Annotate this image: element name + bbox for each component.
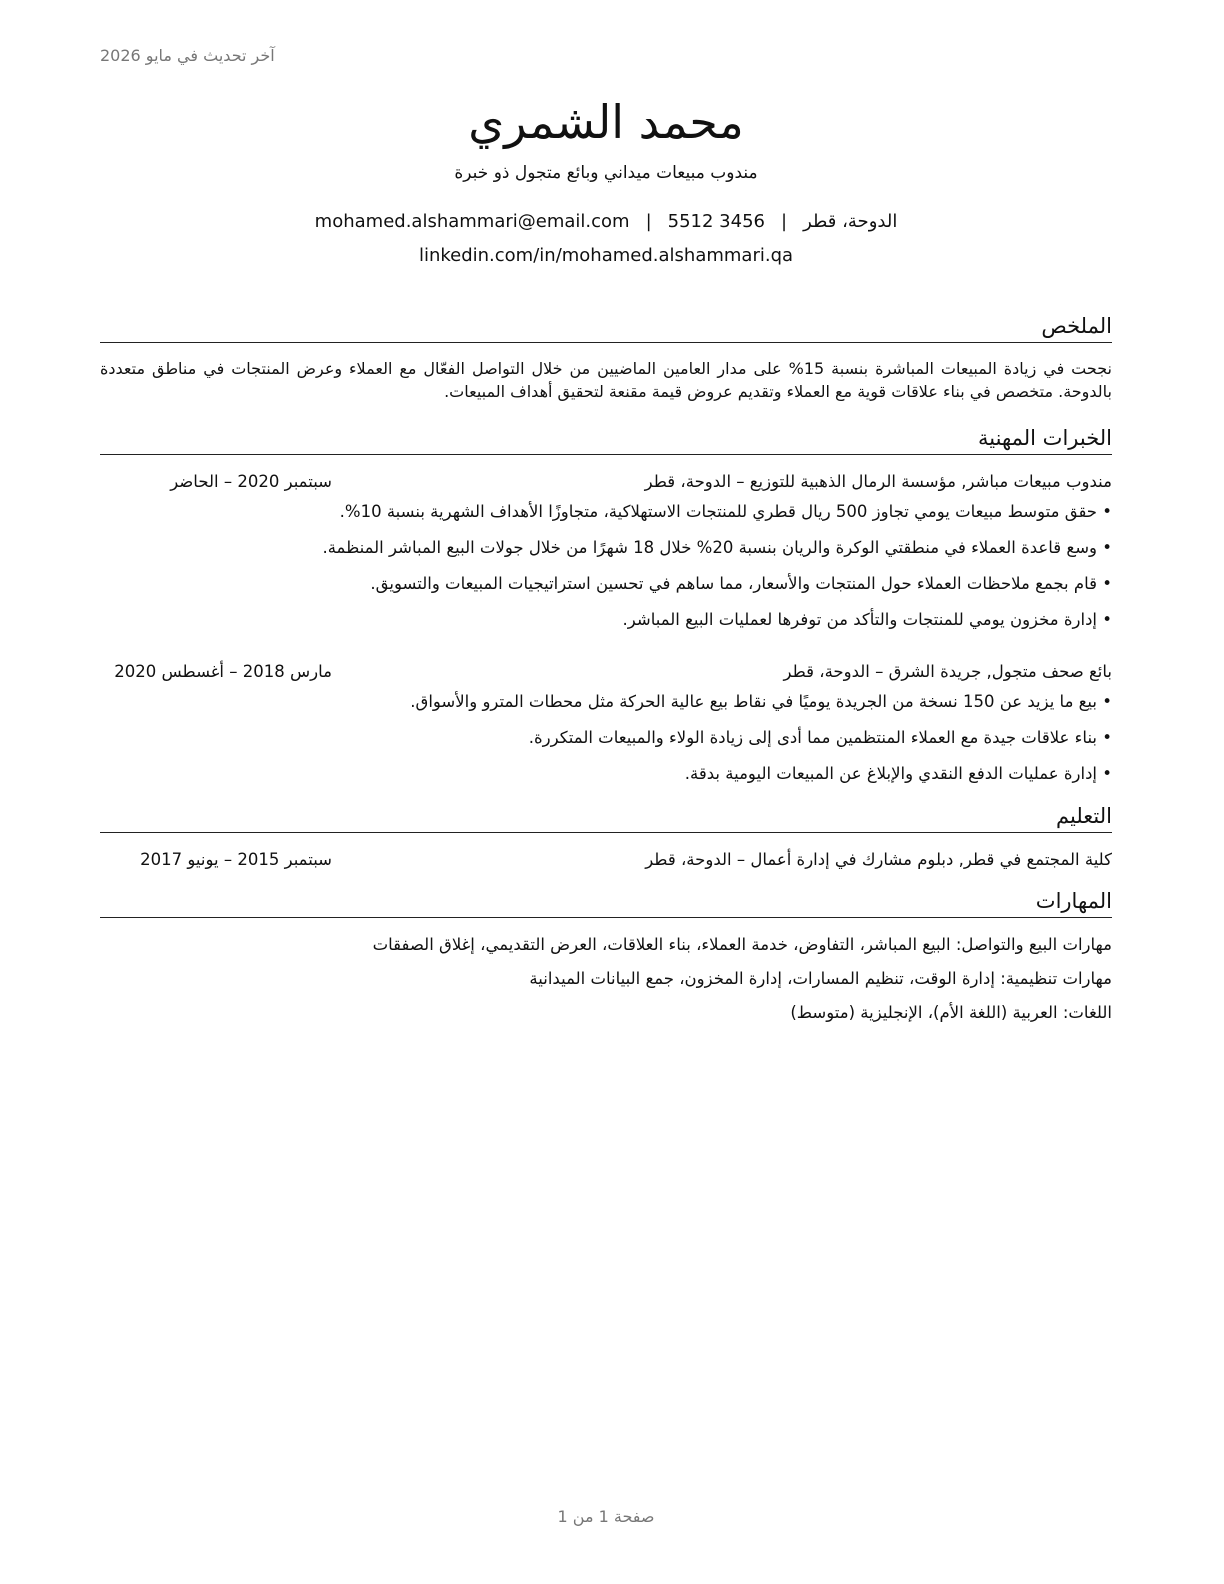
experience-section	[100, 424, 1112, 787]
job-bullet: • بناء علاقات جيدة مع العملاء المنتظمين مما أدى إلى زيادة الولاء والمبيعات المتكررة.	[100, 725, 1112, 751]
job-bullets	[100, 689, 1112, 787]
job-heading: مندوب مبيعات مباشر, مؤسسة الرمال الذهبية للتوزيع – الدوحة، قطر	[644, 472, 1112, 491]
job-bullet: • حقق متوسط مبيعات يومي تجاوز 500 ريال قطري للمنتجات الاستهلاكية، متجاوزًا الأهداف الشهرية بنسبة 10%.	[100, 499, 1112, 525]
contact-email[interactable]: mohamed.alshammari@email.com	[314, 211, 630, 232]
contact-separator: |	[781, 211, 788, 232]
job-dates: مارس 2018 – أغسطس 2020	[114, 662, 332, 681]
education-heading: كلية المجتمع في قطر, دبلوم مشارك في إدارة أعمال – الدوحة، قطر	[645, 850, 1112, 869]
job-bullet: • قام بجمع ملاحظات العملاء حول المنتجات والأسعار، مما ساهم في تحسين استراتيجيات المبيعات والتسويق.	[100, 571, 1112, 597]
resume-page	[100, 0, 1112, 1584]
skills-section	[100, 887, 1112, 1026]
skill-line: مهارات تنظيمية: إدارة الوقت، تنظيم المسارات، إدارة المخزون، جمع البيانات الميدانية	[529, 969, 1112, 988]
experience-title: الخبرات المهنية	[100, 424, 1112, 455]
contact-location: الدوحة، قطر	[803, 211, 898, 232]
job-bullet: • إدارة مخزون يومي للمنتجات والتأكد من توفرها لعمليات البيع المباشر.	[100, 607, 1112, 633]
job-heading: بائع صحف متجول, جريدة الشرق – الدوحة، قطر	[783, 662, 1112, 681]
job-header	[100, 469, 1112, 495]
education-entry	[100, 847, 1112, 873]
job-dates: سبتمبر 2020 – الحاضر	[170, 472, 332, 491]
job-bullet: • وسع قاعدة العملاء في منطقتي الوكرة والريان بنسبة 20% خلال 18 شهرًا من خلال جولات البيع المباشر المنظمة.	[100, 535, 1112, 561]
job-bullets	[100, 499, 1112, 633]
job-header	[100, 659, 1112, 685]
education-dates: سبتمبر 2015 – يونيو 2017	[140, 850, 332, 869]
skills-title: المهارات	[100, 887, 1112, 918]
summary-section	[100, 312, 1112, 403]
candidate-tagline: مندوب مبيعات ميداني وبائع متجول ذو خبرة	[454, 163, 758, 183]
page-number: صفحة 1 من 1	[557, 1507, 655, 1526]
contact-line	[100, 208, 1112, 236]
education-title: التعليم	[100, 802, 1112, 833]
contact-separator: |	[645, 211, 652, 232]
contact-linkedin[interactable]: linkedin.com/in/mohamed.alshammari.qa	[418, 245, 794, 266]
last-updated: آخر تحديث في مايو 2026	[100, 46, 275, 65]
job-entry	[100, 659, 1112, 787]
skill-line: اللغات: العربية (اللغة الأم)، الإنجليزية (متوسط)	[790, 1003, 1112, 1022]
skill-line: مهارات البيع والتواصل: البيع المباشر، التفاوض، خدمة العملاء، بناء العلاقات، العرض التقديمي، إغلاق الصفقات	[372, 935, 1112, 954]
job-bullet: • بيع ما يزيد عن 150 نسخة من الجريدة يوميًا في نقاط بيع عالية الحركة مثل محطات المترو والأسواق.	[100, 689, 1112, 715]
education-section	[100, 802, 1112, 873]
summary-text: نجحت في زيادة المبيعات المباشرة بنسبة 15% على مدار العامين الماضيين من خلال التواصل الفعّال مع العملاء وعرض المنتجات في مناطق متعددة بالدوحة. متخصص في بناء علاقات قوية مع العملاء وتقديم عروض قيمة مقنعة لتحقيق أهداف المبيعات.	[100, 359, 1113, 401]
candidate-name: محمد الشمري	[468, 95, 744, 149]
contact-phone: 5512 3456	[667, 211, 765, 232]
resume-header	[100, 92, 1112, 270]
job-entry	[100, 469, 1112, 633]
job-bullet: • إدارة عمليات الدفع النقدي والإبلاغ عن المبيعات اليومية بدقة.	[100, 761, 1112, 787]
summary-title: الملخص	[100, 312, 1112, 343]
